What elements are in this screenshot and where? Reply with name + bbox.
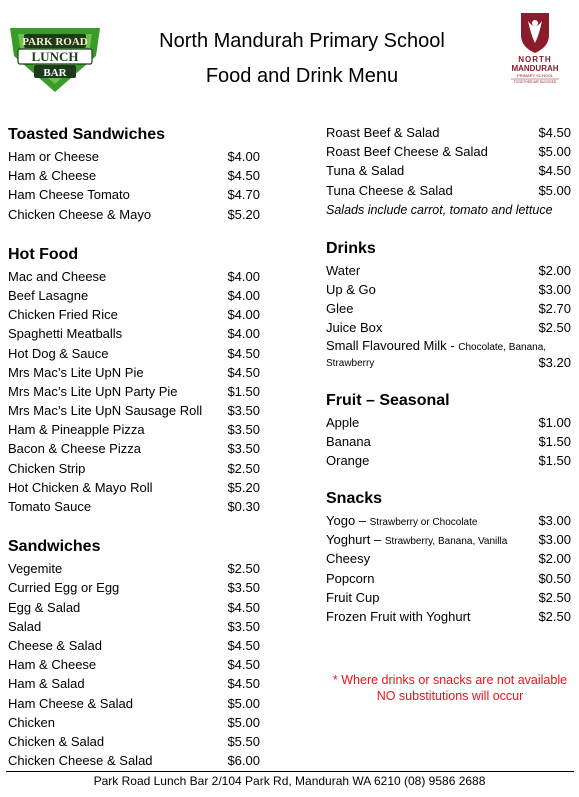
- item-price: $3.00: [538, 281, 571, 297]
- item-name: Spaghetti Meatballs: [8, 326, 123, 342]
- item-name: Mrs Mac’s Lite UpN Sausage Roll: [8, 403, 203, 419]
- menu-item: [8, 617, 260, 636]
- menu-item: [8, 732, 260, 751]
- item-name: Ham & Pineapple Pizza: [8, 422, 145, 438]
- item-price: $3.50: [227, 618, 260, 634]
- item-name: Ham Cheese Tomato: [8, 187, 130, 203]
- item-price: $2.00: [538, 551, 571, 567]
- item-name: Chicken: [8, 714, 55, 730]
- school-logo-text-mandurah: MANDURAH: [511, 64, 559, 73]
- item-price: $3.20: [538, 354, 571, 370]
- menu-item: [326, 161, 571, 180]
- section-title: Sandwiches: [8, 538, 101, 556]
- item-price: $4.00: [227, 307, 260, 323]
- notice-line: NO substitutions will occur: [376, 689, 524, 703]
- menu-item: [326, 607, 571, 626]
- item-name: Mrs Mac’s Lite UpN Party Pie: [8, 383, 178, 399]
- item-price: $4.00: [227, 149, 260, 164]
- item-price: $4.50: [227, 364, 260, 380]
- item-price: $5.20: [227, 206, 260, 222]
- menu-item: [8, 674, 260, 693]
- menu-item: [8, 382, 260, 401]
- footer-address: Park Road Lunch Bar 2/104 Park Rd, Mandurah WA 6210 (08) 9586 2688: [93, 774, 486, 788]
- menu-item: [8, 324, 260, 343]
- item-price: $2.50: [538, 320, 571, 336]
- menu-item: [326, 280, 571, 299]
- footer-divider: [6, 771, 574, 772]
- item-price: $3.50: [227, 580, 260, 596]
- section-snacks: [326, 488, 571, 626]
- item-name: Fruit Cup: [326, 589, 380, 605]
- item-name: Tuna & Salad: [326, 163, 405, 179]
- item-price: $0.30: [227, 499, 260, 514]
- menu-item: [8, 751, 260, 770]
- item-name: Water: [326, 262, 361, 278]
- menu-item: [326, 181, 571, 200]
- item-price: $2.00: [538, 262, 571, 278]
- item-price: $5.20: [227, 479, 260, 495]
- item-price: $3.50: [227, 403, 260, 419]
- school-name-title: North Mandurah Primary School: [159, 30, 445, 52]
- menu-item: [326, 530, 571, 549]
- item-name: Roast Beef Cheese & Salad: [326, 144, 488, 160]
- menu-item: [326, 123, 571, 142]
- item-name: Hot Chicken & Mayo Roll: [8, 479, 153, 495]
- menu-item: [8, 420, 260, 439]
- item-price: $2.50: [227, 460, 260, 476]
- item-name: Ham or Cheese: [8, 149, 100, 164]
- substitution-notice: [330, 672, 570, 704]
- item-price: $4.50: [227, 599, 260, 615]
- menu-item: [8, 344, 260, 363]
- item-price: $5.00: [227, 714, 260, 730]
- menu-item: [326, 261, 571, 280]
- item-price: $3.00: [538, 532, 571, 548]
- item-price: $5.00: [227, 695, 260, 711]
- item-name: Chicken Cheese & Salad: [8, 753, 153, 769]
- item-name: Ham & Salad: [8, 676, 85, 692]
- section-title: Drinks: [326, 239, 376, 257]
- menu-item: [8, 166, 260, 185]
- section-title: Snacks: [326, 490, 383, 508]
- item-name: Salad: [8, 618, 42, 634]
- school-logo-text-north: NORTH: [518, 55, 552, 64]
- section-toasted-sandwiches: [8, 124, 260, 224]
- menu-right-column: [326, 123, 571, 626]
- item-options: Chocolate, Banana,: [458, 341, 547, 353]
- menu-item: [326, 569, 571, 588]
- item-price: $4.00: [227, 326, 260, 342]
- item-options: Strawberry: [326, 357, 375, 369]
- menu-item: [8, 267, 260, 286]
- item-name: Beef Lasagne: [8, 287, 89, 303]
- item-price: $4.50: [227, 345, 260, 361]
- item-price: $4.00: [227, 287, 260, 303]
- item-name: Chicken Cheese & Mayo: [8, 206, 152, 222]
- menu-item: [326, 338, 571, 372]
- section-drinks: [326, 238, 571, 372]
- menu-item: [326, 432, 571, 451]
- section-hot-food: [8, 244, 260, 516]
- item-name: Roast Beef & Salad: [326, 125, 440, 140]
- menu-item: [326, 549, 571, 568]
- item-name: Vegemite: [8, 561, 63, 577]
- menu-item: [326, 511, 571, 530]
- menu-item: [326, 142, 571, 161]
- item-name: Bacon & Cheese Pizza: [8, 441, 141, 457]
- item-price: $2.70: [538, 301, 571, 317]
- menu-item: [326, 588, 571, 607]
- item-price: $0.50: [538, 570, 571, 586]
- item-price: $4.50: [227, 676, 260, 692]
- item-name: Small Flavoured Milk -: [326, 337, 455, 353]
- section-title: Hot Food: [8, 245, 79, 263]
- item-name: Apple: [326, 414, 360, 430]
- menu-item: [8, 363, 260, 382]
- menu-item: [8, 497, 260, 516]
- north-mandurah-school-logo: [497, 9, 573, 84]
- item-price: $1.50: [538, 433, 571, 449]
- park-road-lunch-bar-logo: [4, 22, 106, 94]
- menu-item: [8, 713, 260, 732]
- menu-item: [326, 299, 571, 318]
- item-name: Ham & Cheese: [8, 168, 97, 184]
- item-name: Juice Box: [326, 320, 383, 336]
- menu-item: [326, 318, 571, 337]
- item-price: $1.50: [227, 383, 260, 399]
- salad-note: Salads include carrot, tomato and lettuce: [326, 202, 553, 217]
- item-price: $5.50: [227, 733, 260, 749]
- school-logo-text-primary: PRIMARY SCHOOL: [516, 73, 554, 78]
- item-name: Glee: [326, 301, 354, 317]
- menu-title: Food and Drink Menu: [205, 65, 399, 87]
- school-logo-motto: TOGETHER WE SUCCEED: [513, 80, 557, 84]
- item-price: $6.00: [227, 753, 260, 769]
- item-name: Orange: [326, 452, 370, 468]
- item-name: Tuna Cheese & Salad: [326, 182, 453, 198]
- menu-item: [8, 205, 260, 224]
- menu-item: [8, 185, 260, 204]
- section-fruit: [326, 390, 571, 471]
- item-price: $1.50: [538, 452, 571, 468]
- menu-item: [8, 305, 260, 324]
- section-sandwiches-continued: [326, 123, 571, 220]
- item-price: $4.50: [227, 657, 260, 673]
- menu-item: [8, 655, 260, 674]
- menu-item: [326, 451, 571, 470]
- item-name: Chicken & Salad: [8, 733, 105, 749]
- item-name: Up & Go: [326, 281, 376, 297]
- item-name: Ham & Cheese: [8, 657, 97, 673]
- item-price: $4.50: [227, 637, 260, 653]
- item-name: Popcorn: [326, 570, 375, 586]
- item-price: $1.00: [538, 414, 571, 430]
- menu-item: [8, 559, 260, 578]
- item-name: Frozen Fruit with Yoghurt: [326, 609, 471, 624]
- item-name: Cheesy: [326, 551, 371, 567]
- item-name: Yoghurt –: [326, 532, 382, 548]
- item-price: $3.00: [538, 513, 571, 529]
- menu-item: [8, 147, 260, 166]
- menu-item: [8, 694, 260, 713]
- item-price: $5.00: [538, 144, 571, 160]
- item-price: $4.50: [538, 163, 571, 179]
- item-price: $2.50: [227, 561, 260, 577]
- item-name: Yogo –: [326, 513, 367, 529]
- menu-item: [8, 459, 260, 478]
- menu-item: [8, 478, 260, 497]
- item-price: $5.00: [538, 182, 571, 198]
- menu-left-column: [8, 124, 260, 770]
- item-price: $2.50: [538, 589, 571, 605]
- notice-line: * Where drinks or snacks are not available: [332, 673, 568, 687]
- logo-text-lunch: LUNCH: [31, 49, 79, 64]
- item-name: Cheese & Salad: [8, 637, 102, 653]
- item-name: Banana: [326, 433, 371, 449]
- menu-item: [8, 598, 260, 617]
- item-price: $4.50: [227, 168, 260, 184]
- item-price: $4.70: [227, 187, 260, 203]
- item-name: Chicken Fried Rice: [8, 307, 118, 323]
- item-name: Mac and Cheese: [8, 268, 107, 284]
- logo-text-park-road: PARK ROAD: [22, 36, 88, 48]
- logo-text-bar: BAR: [43, 67, 67, 79]
- section-title: Fruit – Seasonal: [326, 391, 450, 409]
- item-name: Egg & Salad: [8, 599, 81, 615]
- item-price: $2.50: [538, 609, 571, 624]
- section-title: Toasted Sandwiches: [8, 126, 166, 143]
- item-name: Chicken Strip: [8, 460, 86, 476]
- menu-item: [326, 413, 571, 432]
- menu-item: [8, 439, 260, 458]
- item-price: $4.50: [538, 125, 571, 140]
- item-price: $3.50: [227, 441, 260, 457]
- item-options: Strawberry, Banana, Vanilla: [384, 536, 508, 548]
- menu-item: [8, 578, 260, 597]
- item-price: $3.50: [227, 422, 260, 438]
- menu-item: [8, 286, 260, 305]
- menu-item: [8, 636, 260, 655]
- item-name: Hot Dog & Sauce: [8, 345, 109, 361]
- menu-item: [8, 401, 260, 420]
- item-name: Ham Cheese & Salad: [8, 695, 134, 711]
- item-name: Curried Egg or Egg: [8, 580, 120, 596]
- section-sandwiches: [8, 536, 260, 770]
- item-name: Mrs Mac’s Lite UpN Pie: [8, 364, 144, 380]
- item-price: $4.00: [227, 268, 260, 284]
- item-name: Tomato Sauce: [8, 499, 92, 514]
- item-options: Strawberry or Chocolate: [369, 517, 478, 529]
